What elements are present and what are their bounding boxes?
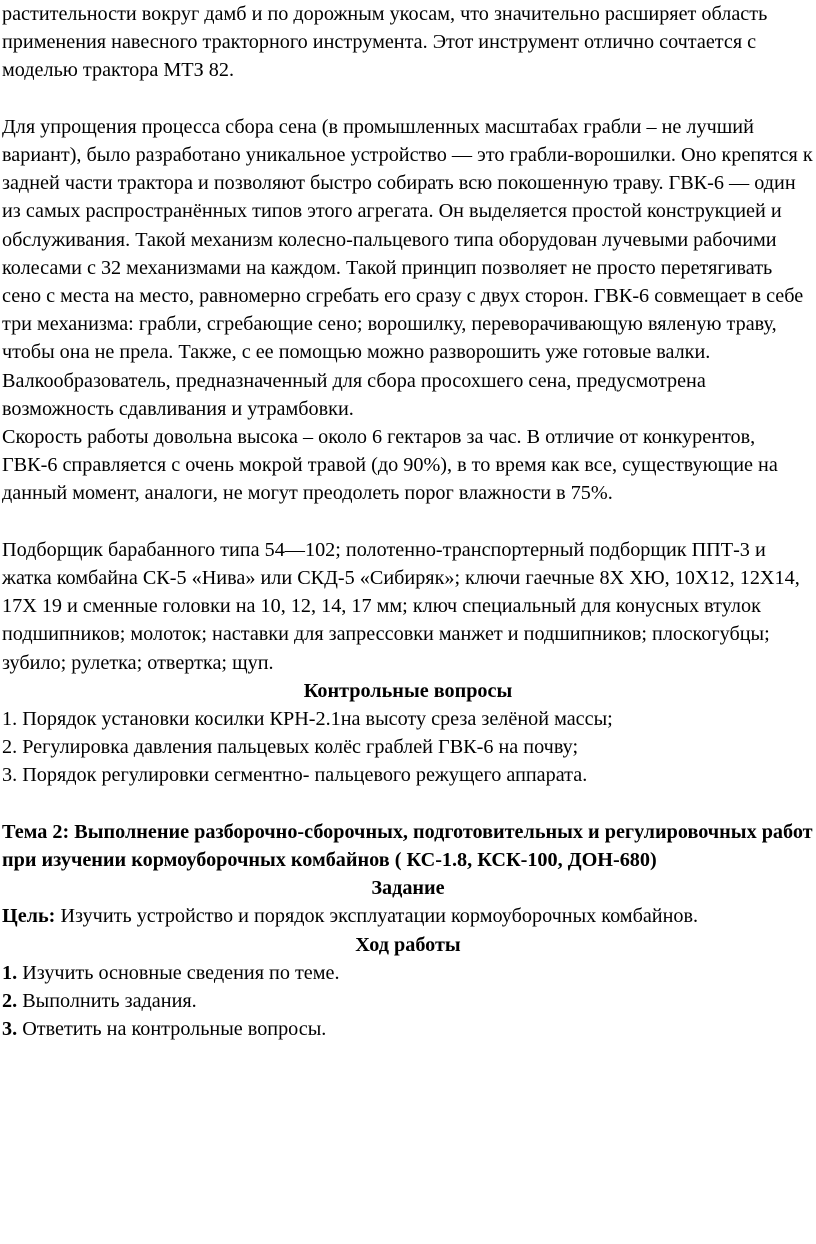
workflow-step <box>2 959 814 987</box>
step-text: Выполнить задания. <box>17 990 197 1013</box>
workflow-step <box>2 1015 814 1043</box>
task-heading: Задание <box>371 877 445 900</box>
document-page <box>2 0 814 1043</box>
goal-label: Цель: <box>2 905 56 928</box>
blank-line <box>2 85 814 113</box>
step-text: Ответить на контрольные вопросы. <box>17 1018 327 1041</box>
speed-paragraph: Скорость работы довольна высока – около 6 гектаров за час. В отличие от конкурентов, ГВК-6 справляется с очень мокрой травой (до 90%), в то время как все, существующие на данный момент, аналоги, не могут преодолеть порог влажности в 75%. <box>2 426 778 505</box>
control-question-item: 1. Порядок установки косилки КРН-2.1на высоту среза зелёной массы; <box>2 708 613 731</box>
rake-paragraph: Для упрощения процесса сбора сена (в промышленных масштабах грабли – не лучший вариант), было разработано уникальное устройство — это грабли-ворошилки. Оно крепятся к задней части трактора и позволяют быстро собирать всю покошенную траву. ГВК-6 — один из самых распространённых типов этого агрегата. Он выделяется простой конструкцией и обслуживания. Такой механизм колесно-пальцевого типа оборудован лучевыми рабочими колесами с 32 механизмами на каждом. Такой принцип позволяет не просто перетягивать сено с места на место, равномерно сгребать его сразу с двух сторон. ГВК-6 совмещает в себе три механизма: грабли, сгребающие сено; ворошилку, переворачивающую вяленую траву, чтобы она не прела. Также, с ее помощью можно разворошить уже готовые валки. Валкообразователь, предназначенный для сбора просохшего сена, предусмотрена возможность сдавливания и утрамбовки. <box>2 115 813 420</box>
topic-heading: Тема 2: Выполнение разборочно-сборочных, подготовительных и регулировочных работ при изучении кормоуборочных комбайнов ( КС-1.8, КСК-100, ДОН-680) <box>2 820 813 872</box>
intro-paragraph: растительности вокруг дамб и по дорожным укосам, что значительно расширяет область применения навесного тракторного инструмента. Этот инструмент отлично сочтается с моделью трактора МТЗ 82. <box>2 3 768 82</box>
goal-text: Изучить устройство и порядок эксплуатации кормоуборочных комбайнов. <box>55 905 699 928</box>
blank-line <box>2 790 814 818</box>
step-text: Изучить основные сведения по теме. <box>17 961 340 984</box>
control-questions-heading: Контрольные вопросы <box>303 679 513 702</box>
control-question-item: 2. Регулировка давления пальцевых колёс граблей ГВК-6 на почву; <box>2 736 579 759</box>
step-number: 3. <box>2 1018 18 1041</box>
step-number: 2. <box>2 990 18 1013</box>
goal-paragraph <box>2 902 814 930</box>
blank-line <box>2 508 814 536</box>
workflow-heading: Ход работы <box>355 933 461 956</box>
step-number: 1. <box>2 961 18 984</box>
control-question-item: 3. Порядок регулировки сегментно- пальцевого режущего аппарата. <box>2 764 588 787</box>
workflow-step <box>2 987 814 1015</box>
equipment-paragraph: Подборщик барабанного типа 54—102; полотенно-транспортерный подборщик ППТ-3 и жатка комбайна СК-5 «Нива» или СКД-5 «Сибиряк»; ключи гаечные 8X ХЮ, 10X12, 12X14, 17X 19 и сменные головки на 10, 12, 14, 17 мм; ключ специальный для конусных втулок подшипников; молоток; наставки для запрессовки манжет и подшипников; плоскогубцы; зубило; рулетка; отвертка; щуп. <box>2 538 800 674</box>
